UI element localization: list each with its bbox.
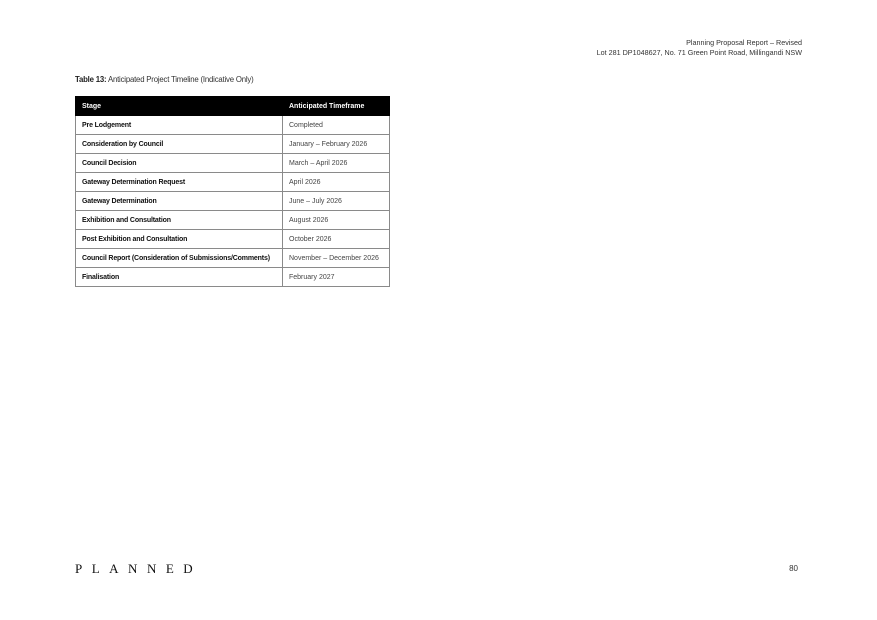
stage-cell: Post Exhibition and Consultation — [76, 230, 283, 249]
page-header — [597, 38, 802, 58]
table-row — [76, 211, 390, 230]
table-caption-label: Table 13: — [75, 75, 107, 84]
stage-cell: Council Report (Consideration of Submissions/Comments) — [76, 249, 283, 268]
timeframe-cell: Completed — [283, 116, 390, 135]
table-caption — [75, 75, 253, 84]
header-title: Planning Proposal Report – Revised — [686, 38, 802, 47]
stage-cell: Finalisation — [76, 268, 283, 287]
table-row — [76, 249, 390, 268]
table-row — [76, 135, 390, 154]
table-caption-text: Anticipated Project Timeline (Indicative Only) — [106, 75, 254, 84]
table-header-row — [76, 97, 390, 116]
page-number: 80 — [789, 564, 798, 573]
table-row — [76, 116, 390, 135]
column-header-stage: Stage — [76, 97, 283, 116]
timeline-table — [75, 96, 390, 287]
timeframe-cell: August 2026 — [283, 211, 390, 230]
stage-cell: Pre Lodgement — [76, 116, 283, 135]
timeframe-cell: February 2027 — [283, 268, 390, 287]
table-row — [76, 154, 390, 173]
stage-cell: Council Decision — [76, 154, 283, 173]
table-row — [76, 230, 390, 249]
timeframe-cell: November – December 2026 — [283, 249, 390, 268]
timeframe-cell: January – February 2026 — [283, 135, 390, 154]
table-row — [76, 268, 390, 287]
column-header-timeframe: Anticipated Timeframe — [283, 97, 390, 116]
table-row — [76, 173, 390, 192]
stage-cell: Gateway Determination — [76, 192, 283, 211]
timeframe-cell: March – April 2026 — [283, 154, 390, 173]
timeframe-cell: April 2026 — [283, 173, 390, 192]
table-row — [76, 192, 390, 211]
stage-cell: Gateway Determination Request — [76, 173, 283, 192]
stage-cell: Consideration by Council — [76, 135, 283, 154]
stage-cell: Exhibition and Consultation — [76, 211, 283, 230]
timeframe-cell: October 2026 — [283, 230, 390, 249]
header-address: Lot 281 DP1048627, No. 71 Green Point Road, Millingandi NSW — [596, 48, 802, 57]
timeframe-cell: June – July 2026 — [283, 192, 390, 211]
planned-logo: PLANNED — [75, 561, 203, 576]
